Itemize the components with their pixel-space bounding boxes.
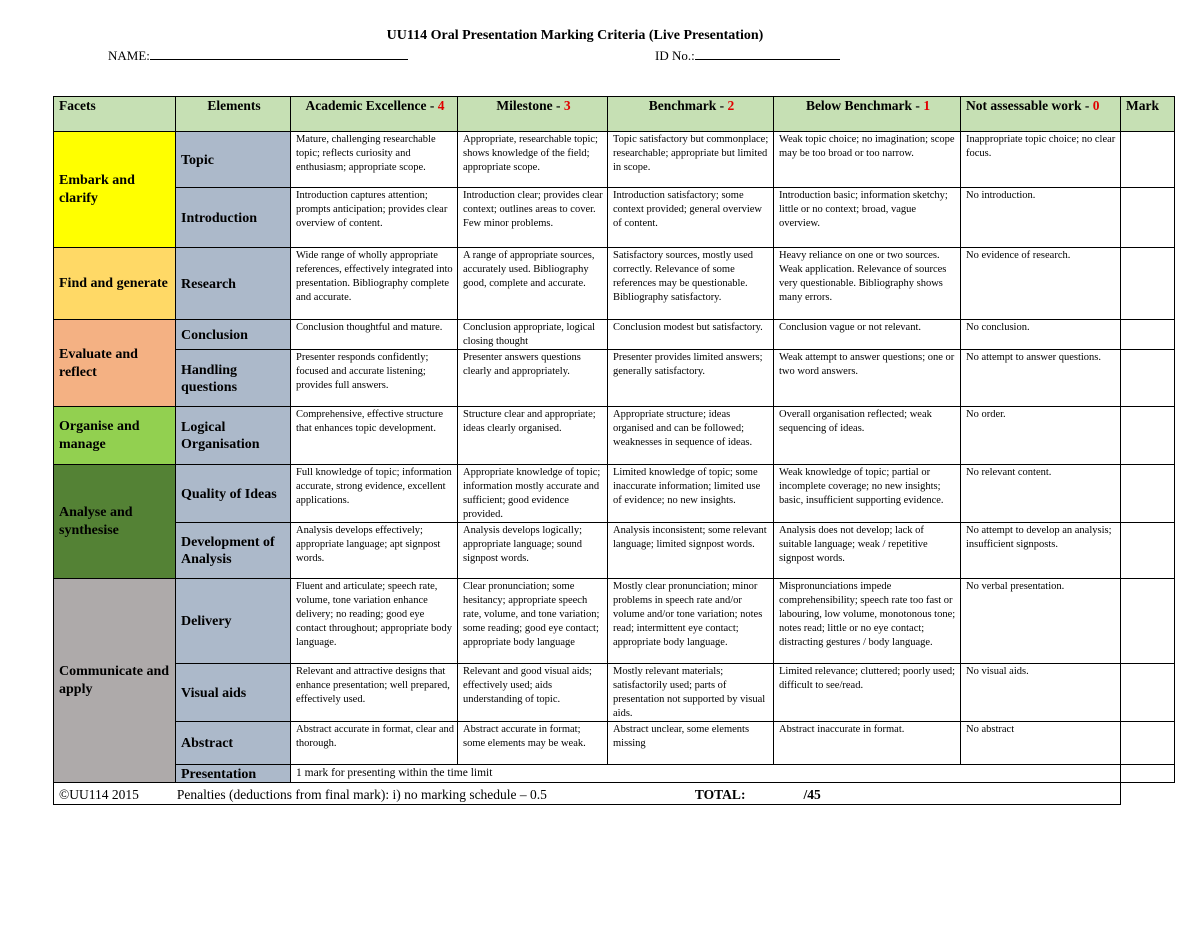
cell-delivery-level-4: Fluent and articulate; speech rate, volume, tone variation enhance delivery; no reading; good eye contact throughout; appropriate body language. [291,579,458,664]
cell-quality-level-2: Limited knowledge of topic; some inaccurate information; limited use of evidence; no new insights. [608,465,774,523]
cell-topic-level-0: Inappropriate topic choice; no clear focus. [961,132,1121,188]
total-value: /45 [803,786,821,802]
mark-cell-topic[interactable] [1121,132,1175,188]
header-academic-level: 4 [437,98,445,113]
cell-visual-level-3: Relevant and good visual aids; effectively used; aids understanding of topic. [458,664,608,722]
mark-cell-introduction[interactable] [1121,188,1175,248]
name-label: NAME: [108,48,150,63]
header-not-assessable-level: 0 [1092,98,1100,113]
cell-development-level-3: Analysis develops logically; appropriate language; sound signpost words. [458,523,608,579]
facet-communicate-and-apply: Communicate and apply [54,579,176,783]
mark-cell-delivery[interactable] [1121,579,1175,664]
penalties-text: Penalties (deductions from final mark): i) no marking schedule – 0.5 [176,786,547,802]
header-not-assessable [961,97,1121,132]
cell-introduction-level-3: Introduction clear; provides clear context; outlines areas to cover. Few minor problems. [458,188,608,248]
header-mark: Mark [1121,97,1175,132]
cell-conclusion-level-2: Conclusion modest but satisfactory. [608,320,774,350]
cell-research-level-3: A range of appropriate sources, accurately used. Bibliography good, complete and accurate. [458,248,608,320]
cell-abstract-level-0: No abstract [961,722,1121,765]
cell-abstract-level-3: Abstract accurate in format; some elements may be weak. [458,722,608,765]
cell-visual-level-0: No visual aids. [961,664,1121,722]
table-row [54,722,1175,765]
name-blank-line[interactable] [150,47,408,60]
header-not-assessable-label: Not assessable work - [966,98,1090,113]
id-field[interactable] [655,47,840,64]
marking-criteria-table [53,96,1175,805]
table-row [54,579,1175,664]
header-below-benchmark [774,97,961,132]
cell-visual-level-4: Relevant and attractive designs that enhance presentation; well prepared, effectively used. [291,664,458,722]
mark-cell-visual[interactable] [1121,664,1175,722]
cell-quality-level-3: Appropriate knowledge of topic; information mostly accurate and sufficient; good evidence provided. [458,465,608,523]
element-delivery: Delivery [176,579,291,664]
mark-cell-questions[interactable] [1121,350,1175,407]
cell-abstract-level-4: Abstract accurate in format, clear and thorough. [291,722,458,765]
mark-cell-development[interactable] [1121,523,1175,579]
cell-questions-level-2: Presenter provides limited answers; generally satisfactory. [608,350,774,407]
cell-quality-level-1: Weak knowledge of topic; partial or incomplete coverage; no new insights; basic, insufficient supporting evidence. [774,465,961,523]
header-academic-excellence [291,97,458,132]
cell-abstract-level-2: Abstract unclear, some elements missing [608,722,774,765]
table-row [54,320,1175,350]
cell-conclusion-level-0: No conclusion. [961,320,1121,350]
cell-visual-level-2: Mostly relevant materials; satisfactorily used; parts of presentation not supported by visual aids. [608,664,774,722]
element-conclusion: Conclusion [176,320,291,350]
header-below-level: 1 [923,98,931,113]
cell-logical-level-3: Structure clear and appropriate; ideas clearly organised. [458,407,608,465]
element-development-of-analysis: Development of Analysis [176,523,291,579]
header-milestone-level: 3 [563,98,571,113]
table-row [54,407,1175,465]
cell-introduction-level-1: Introduction basic; information sketchy; little or no context; broad, vague overview. [774,188,961,248]
cell-questions-level-3: Presenter answers questions clearly and appropriately. [458,350,608,407]
cell-development-level-0: No attempt to develop an analysis; insufficient signposts. [961,523,1121,579]
cell-conclusion-level-3: Conclusion appropriate, logical closing thought [458,320,608,350]
element-abstract: Abstract [176,722,291,765]
header-benchmark-label: Benchmark - [648,98,725,113]
cell-research-level-4: Wide range of wholly appropriate references, effectively integrated into presentation. Bibliography complete and accurate. [291,248,458,320]
name-field[interactable] [108,47,408,64]
header-academic-label: Academic Excellence - [305,98,435,113]
cell-conclusion-level-1: Conclusion vague or not relevant. [774,320,961,350]
mark-cell-conclusion[interactable] [1121,320,1175,350]
cell-quality-level-0: No relevant content. [961,465,1121,523]
cell-research-level-0: No evidence of research. [961,248,1121,320]
table-row [54,248,1175,320]
facet-evaluate-and-reflect: Evaluate and reflect [54,320,176,407]
cell-topic-level-4: Mature, challenging researchable topic; reflects curiosity and enthusiasm; appropriate scope. [291,132,458,188]
header-milestone [458,97,608,132]
table-row [54,465,1175,523]
element-quality-of-ideas: Quality of Ideas [176,465,291,523]
cell-research-level-2: Satisfactory sources, mostly used correctly. Relevance of some references may be questionable. Bibliography satisfactory. [608,248,774,320]
element-presentation: Presentation [176,765,291,783]
header-facets: Facets [54,97,176,132]
table-row [54,664,1175,722]
header-milestone-label: Milestone - [496,98,561,113]
header-below-label: Below Benchmark - [805,98,920,113]
cell-delivery-level-1: Mispronunciations impede comprehensibility; speech rate too fast or labouring, low volume, monotonous tone; notes read; little or no eye contact; distracting gestures / body language. [774,579,961,664]
mark-cell-logical[interactable] [1121,407,1175,465]
header-benchmark-level: 2 [727,98,735,113]
mark-cell-quality[interactable] [1121,465,1175,523]
id-label: ID No.: [655,48,695,63]
table-row [54,132,1175,188]
element-research: Research [176,248,291,320]
cell-abstract-level-1: Abstract inaccurate in format. [774,722,961,765]
element-logical-organisation: Logical Organisation [176,407,291,465]
facet-find-and-generate: Find and generate [54,248,176,320]
cell-logical-level-4: Comprehensive, effective structure that enhances topic development. [291,407,458,465]
element-introduction: Introduction [176,188,291,248]
cell-delivery-level-3: Clear pronunciation; some hesitancy; appropriate speech rate, volume, and tone variation; some reading; good eye contact; appropriate body language [458,579,608,664]
cell-visual-level-1: Limited relevance; cluttered; poorly used; difficult to see/read. [774,664,961,722]
element-handling-questions: Handling questions [176,350,291,407]
cell-questions-level-1: Weak attempt to answer questions; one or two word answers. [774,350,961,407]
mark-cell-research[interactable] [1121,248,1175,320]
cell-topic-level-2: Topic satisfactory but commonplace; researchable; appropriate but limited in scope. [608,132,774,188]
table-row [54,350,1175,407]
mark-cell-abstract[interactable] [1121,722,1175,765]
table-row [54,523,1175,579]
mark-cell-presentation[interactable] [1121,765,1175,783]
cell-questions-level-0: No attempt to answer questions. [961,350,1121,407]
header-elements: Elements [176,97,291,132]
facet-embark-and-clarify: Embark and clarify [54,132,176,248]
cell-topic-level-1: Weak topic choice; no imagination; scope may be too broad or too narrow. [774,132,961,188]
table-row [54,188,1175,248]
cell-conclusion-level-4: Conclusion thoughtful and mature. [291,320,458,350]
cell-topic-level-3: Appropriate, researchable topic; shows knowledge of the field; appropriate scope. [458,132,608,188]
cell-development-level-1: Analysis does not develop; lack of suitable language; weak / repetitive signpost words. [774,523,961,579]
cell-development-level-4: Analysis develops effectively; appropriate language; apt signpost words. [291,523,458,579]
cell-delivery-level-2: Mostly clear pronunciation; minor problems in speech rate and/or volume and/or tone variation; notes read; intermittent eye contact; appropriate body language. [608,579,774,664]
cell-research-level-1: Heavy reliance on one or two sources. Weak application. Relevance of sources very questionable. Bibliography shows many errors. [774,248,961,320]
cell-presentation-time-limit: 1 mark for presenting within the time limit [291,765,1121,783]
cell-logical-level-0: No order. [961,407,1121,465]
copyright-text: ©UU114 2015 [59,786,139,802]
id-blank-line[interactable] [695,47,840,60]
cell-quality-level-4: Full knowledge of topic; information accurate, strong evidence, excellent applications. [291,465,458,523]
cell-introduction-level-4: Introduction captures attention; prompts anticipation; provides clear overview of content. [291,188,458,248]
header-benchmark [608,97,774,132]
document-title: UU114 Oral Presentation Marking Criteria (Live Presentation) [386,28,764,43]
header-row [54,97,1175,132]
element-visual-aids: Visual aids [176,664,291,722]
cell-questions-level-4: Presenter responds confidently; focused and accurate listening; provides full answers. [291,350,458,407]
table-row [54,765,1175,783]
cell-introduction-level-0: No introduction. [961,188,1121,248]
cell-logical-level-2: Appropriate structure; ideas organised and can be followed; weaknesses in sequence of ideas. [608,407,774,465]
total-label: TOTAL: [694,786,746,802]
cell-delivery-level-0: No verbal presentation. [961,579,1121,664]
footer-cell [54,783,1121,805]
facet-analyse-and-synthesise: Analyse and synthesise [54,465,176,579]
facet-organise-and-manage: Organise and manage [54,407,176,465]
footer-row [54,783,1175,805]
element-topic: Topic [176,132,291,188]
cell-introduction-level-2: Introduction satisfactory; some context provided; general overview of content. [608,188,774,248]
cell-logical-level-1: Overall organisation reflected; weak sequencing of ideas. [774,407,961,465]
cell-development-level-2: Analysis inconsistent; some relevant language; limited signpost words. [608,523,774,579]
